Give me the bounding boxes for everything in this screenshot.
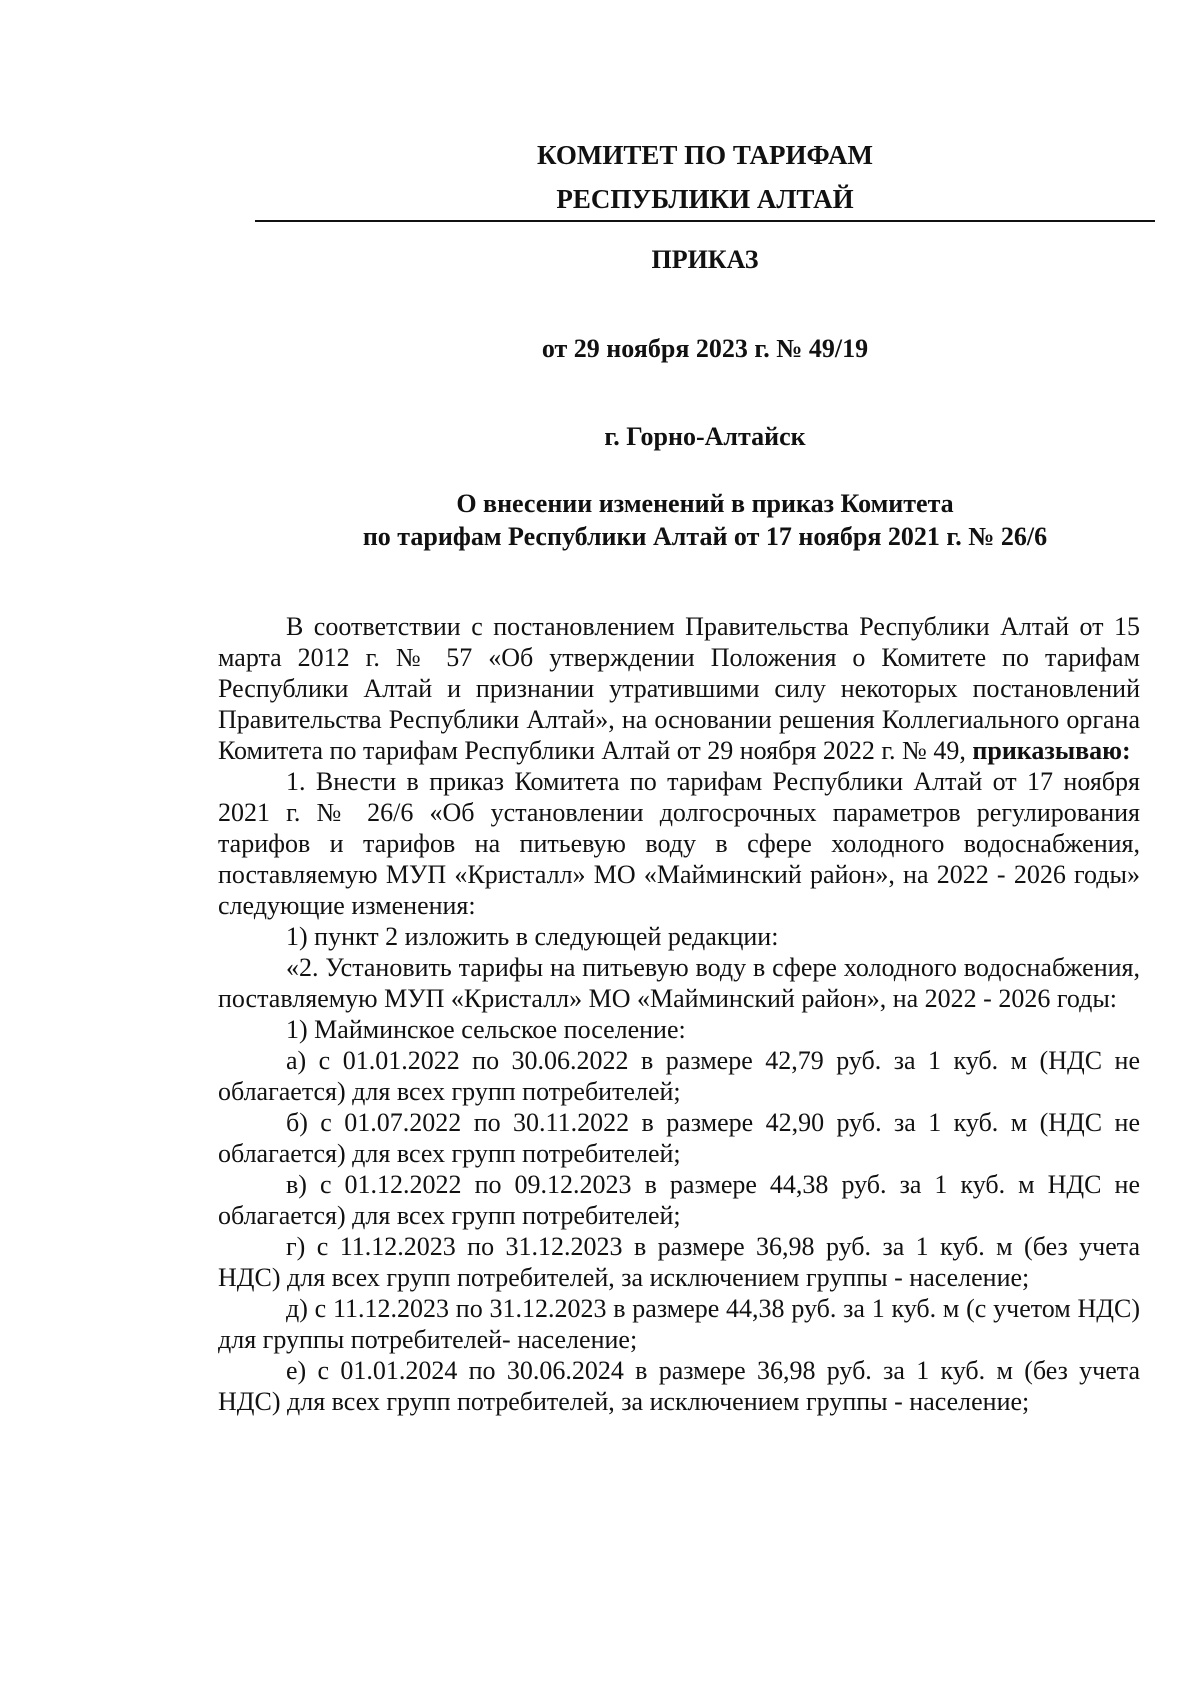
- preamble-text: В соответствии с постановлением Правительства Республики Алтай от 15 марта 2012 г. № 57 «Об утверждении Положения о Комитете по тарифам Республики Алтай и признании утратившими силу некоторых постановлений Правительства Республики Алтай», на основании решения Коллегиального органа Комитета по тарифам Республики Алтай от 29 ноября 2022 г. № 49,: [218, 612, 1140, 765]
- doc-body: [218, 611, 1140, 1417]
- tariff-item-b: б) с 01.07.2022 по 30.11.2022 в размере 42,90 руб. за 1 куб. м (НДС не облагается) для всех групп потребителей;: [218, 1108, 1140, 1168]
- doc-date-number: от 29 ноября 2023 г. № 49/19: [541, 334, 869, 363]
- doc-city: г. Горно-Алтайск: [604, 422, 806, 451]
- tariff-item-g: г) с 11.12.2023 по 31.12.2023 в размере 36,98 руб. за 1 куб. м (без учета НДС) для всех групп потребителей, за исключением группы - население;: [218, 1232, 1140, 1292]
- tariff-item-v: в) с 01.12.2022 по 09.12.2023 в размере 44,38 руб. за 1 куб. м НДС не облагается) для всех групп потребителей;: [218, 1170, 1140, 1230]
- quoted-item-2-paragraph: «2. Установить тарифы на питьевую воду в сфере холодного водоснабжения, поставляемую МУП «Кристалл» МО «Майминский район», на 2022 - 2026 годы:: [218, 953, 1140, 1013]
- subitem-1-paragraph: 1) пункт 2 изложить в следующей редакции:: [286, 922, 779, 951]
- tariff-item-d: д) с 11.12.2023 по 31.12.2023 в размере 44,38 руб. за 1 куб. м (с учетом НДС) для группы потребителей- население;: [218, 1294, 1140, 1354]
- tariff-item-e: е) с 01.01.2024 по 30.06.2024 в размере 36,98 руб. за 1 куб. м (без учета НДС) для всех групп потребителей, за исключением группы - население;: [218, 1356, 1140, 1416]
- doc-subject-line1: О внесении изменений в приказ Комитета: [456, 489, 954, 518]
- doc-type: ПРИКАЗ: [651, 245, 759, 274]
- tariff-item-a: а) с 01.01.2022 по 30.06.2022 в размере 42,79 руб. за 1 куб. м (НДС не облагается) для всех групп потребителей;: [218, 1046, 1140, 1106]
- preamble-order-word: приказываю:: [972, 736, 1131, 765]
- doc-subject-line2: по тарифам Республики Алтай от 17 ноября 2021 г. № 26/6: [362, 522, 1048, 551]
- preamble-paragraph: [218, 611, 1140, 766]
- org-name-line1: КОМИТЕТ ПО ТАРИФАМ: [536, 140, 874, 170]
- header-rule: [255, 220, 1155, 222]
- settlement-paragraph: 1) Майминское сельское поселение:: [286, 1015, 686, 1044]
- item-1-paragraph: 1. Внести в приказ Комитета по тарифам Республики Алтай от 17 ноября 2021 г. № 26/6 «Об установлении долгосрочных параметров регулирования тарифов и тарифов на питьевую воду в сфере холодного водоснабжения, поставляемую МУП «Кристалл» МО «Майминский район», на 2022 - 2026 годы» следующие изменения:: [218, 767, 1140, 920]
- org-name-line2: РЕСПУБЛИКИ АЛТАЙ: [556, 184, 854, 214]
